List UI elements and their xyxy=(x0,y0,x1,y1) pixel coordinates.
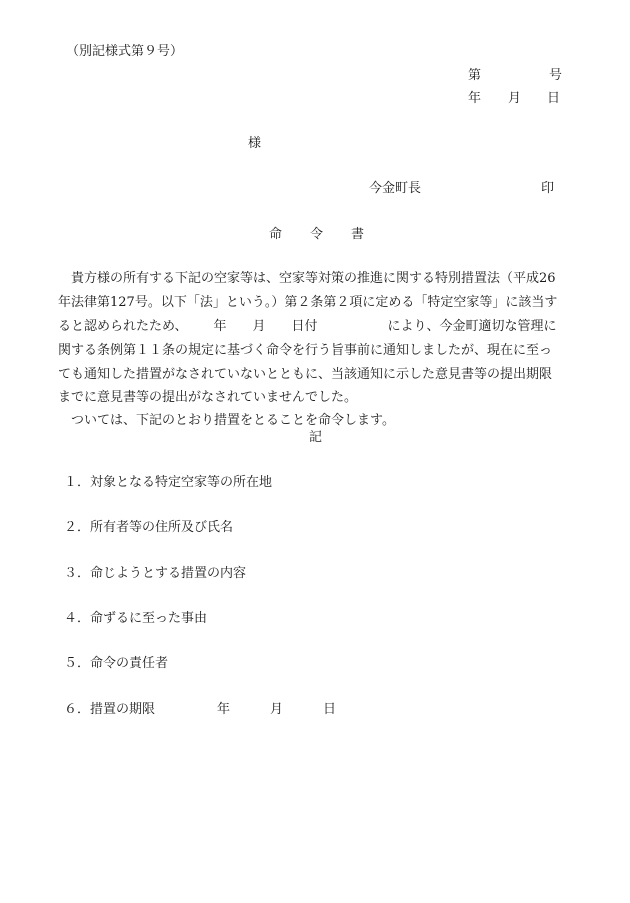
list-item-4: ４．命ずるに至った事由 xyxy=(64,611,208,626)
list-item-1: １．対象となる特定空家等の所在地 xyxy=(64,475,273,490)
body-line-3-day: 日付 xyxy=(291,319,318,334)
title-char-2: 令 xyxy=(310,227,324,242)
body-line-1: 貴方様の所有する下記の空家等は、空家等対策の推進に関する特別措置法（平成26 xyxy=(58,271,556,286)
list-item-2: ２．所有者等の住所及び氏名 xyxy=(64,520,234,535)
body-line-2: 年法律第127号。以下「法」という。）第２条第２項に定める「特定空家等」に該当す xyxy=(58,295,558,310)
form-number-label: （別記様式第９号） xyxy=(66,44,184,59)
list-item-3: ３．命じようとする措置の内容 xyxy=(64,566,247,581)
body-line-5: ても通知した措置がなされていないとともに、当該通知に示した意見書等の提出期限 xyxy=(58,367,553,382)
addressee-honorific: 様 xyxy=(248,136,262,151)
title-char-1: 命 xyxy=(269,227,283,242)
document-number-suffix: 号 xyxy=(549,68,563,83)
body-line-3-part-1: ると認められたため、 xyxy=(58,319,188,334)
body-line-3-year: 年 xyxy=(213,319,227,334)
ki-heading: 記 xyxy=(309,430,323,445)
body-line-3 xyxy=(58,320,557,333)
body-line-6: までに意見書等の提出がなされていませんでした。 xyxy=(58,390,358,405)
body-line-3-part-2: により、今金町適切な管理に xyxy=(387,319,557,334)
date-day-label: 日 xyxy=(547,91,561,106)
seal-mark: 印 xyxy=(541,181,555,196)
date-year-label: 年 xyxy=(468,91,482,106)
deadline-day-label: 日 xyxy=(323,702,337,717)
date-month-label: 月 xyxy=(508,91,522,106)
document-title xyxy=(269,228,364,241)
body-line-4: 関する条例第１１条の規定に基づく命令を行う旨事前に通知しましたが、現在に至っ xyxy=(58,343,553,358)
list-item-6: ６．措置の期限 xyxy=(64,702,156,717)
deadline-year-label: 年 xyxy=(217,702,231,717)
body-line-7: ついては、下記のとおり措置をとることを命令します。 xyxy=(58,413,395,428)
title-char-3: 書 xyxy=(351,227,365,242)
document-number-prefix: 第 xyxy=(468,68,482,83)
body-line-3-month: 月 xyxy=(252,319,266,334)
deadline-month-label: 月 xyxy=(270,702,284,717)
list-item-5: ５．命令の責任者 xyxy=(64,656,169,671)
issuer-title: 今金町長 xyxy=(369,181,422,196)
